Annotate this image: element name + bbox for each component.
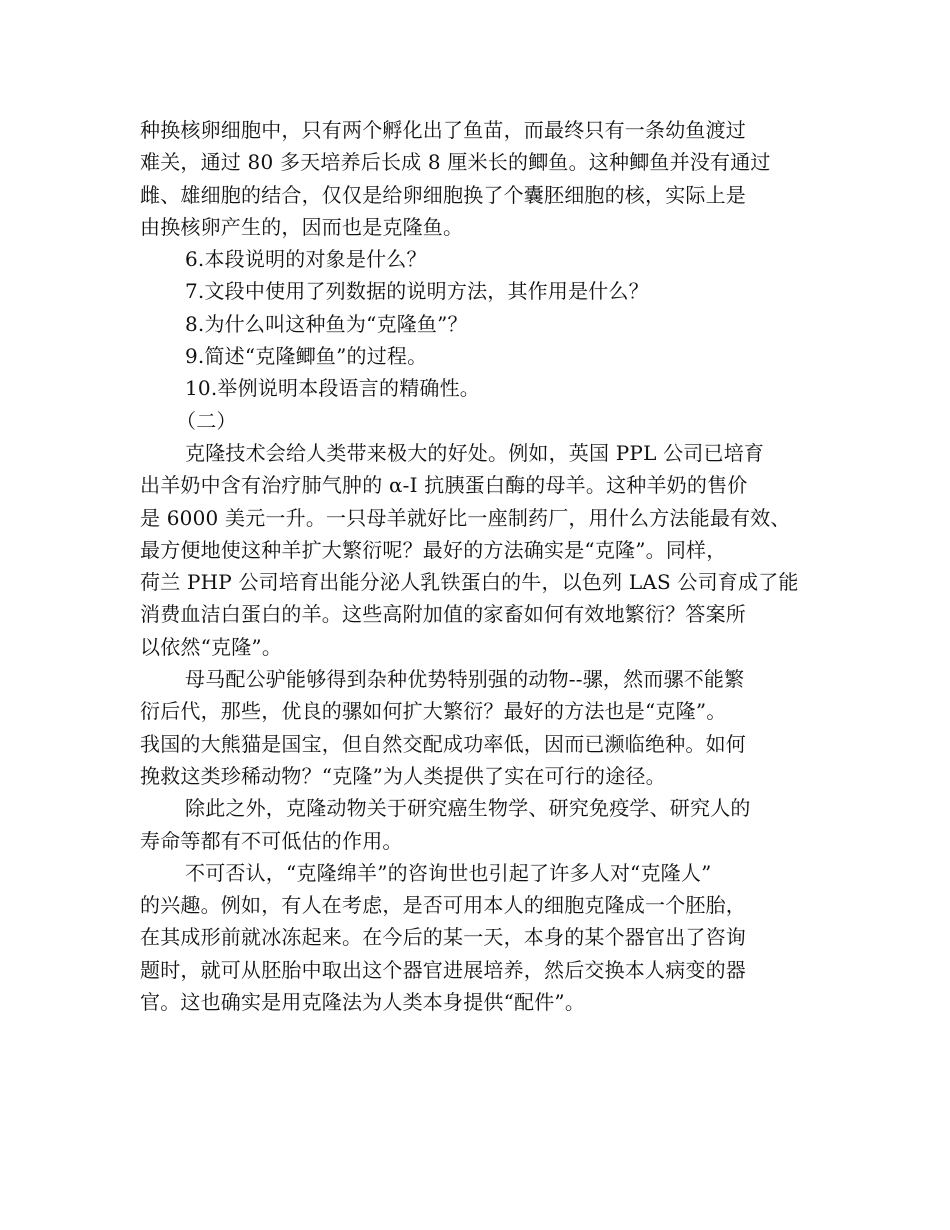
question-10: 10.举例说明本段语言的精确性。 [185, 376, 481, 401]
text-line: 不可否认，“克隆绵羊”的咨询世也引起了许多人对“克隆人” [185, 860, 712, 885]
text-line: 雌、雄细胞的结合，仅仅是给卵细胞换了个囊胚细胞的核，实际上是 [140, 182, 746, 207]
text-line: 的兴趣。例如，有人在考虑，是否可用本人的细胞克隆成一个胚胎， [140, 893, 746, 918]
text-line: 荷兰 PHP 公司培育出能分泌人乳铁蛋白的牛，以色列 LAS 公司育成了能 [140, 570, 799, 595]
text-line: 母马配公驴能够得到杂种优势特别强的动物--骡，然而骡不能繁 [185, 667, 745, 692]
paragraph-mule-panda [140, 663, 830, 792]
text-line: 由换核卵产生的，因而也是克隆鱼。 [140, 214, 464, 239]
question-7: 7.文段中使用了列数据的说明方法，其作用是什么？ [185, 279, 649, 304]
paragraph-cloned-fish [140, 114, 830, 243]
text-line: 是 6000 美元一升。一只母羊就好比一座制药厂，用什么方法能最有效、 [140, 505, 791, 530]
question-list [140, 243, 830, 404]
text-line: 寿命等都有不可低估的作用。 [140, 828, 403, 853]
text-line: 消费血洁白蛋白的羊。这些高附加值的家畜如何有效地繁衍？答案所 [140, 602, 746, 627]
paragraph-research-uses [140, 792, 830, 857]
question-9: 9.简述“克隆鲫鱼”的过程。 [185, 344, 428, 369]
text-line: 在其成形前就冰冻起来。在今后的某一天，本身的某个器官出了咨询 [140, 925, 746, 950]
text-line: 难关，通过 80 多天培养后长成 8 厘米长的鲫鱼。这种鲫鱼并没有通过 [140, 150, 771, 175]
text-line: 除此之外，克隆动物关于研究癌生物学、研究免疫学、研究人的 [185, 796, 751, 821]
text-line: 以依然“克隆”。 [140, 634, 283, 659]
text-line: 种换核卵细胞中，只有两个孵化出了鱼苗，而最终只有一条幼鱼渡过 [140, 118, 746, 142]
document-page [140, 114, 830, 1018]
paragraph-clone-benefits [140, 437, 830, 663]
text-line: 挽救这类珍稀动物？“克隆”为人类提供了实在可行的途径。 [140, 763, 666, 788]
text-line: 克隆技术会给人类带来极大的好处。例如，英国 PPL 公司已培育 [185, 440, 765, 465]
paragraph-human-clone [140, 857, 830, 1018]
text-line: 最方便地使这种羊扩大繁衍呢？最好的方法确实是“克隆”。同样， [140, 537, 727, 562]
section-heading: （二） [176, 408, 237, 433]
text-line: 出羊奶中含有治疗肺气肿的 α-I 抗胰蛋白酶的母羊。这种羊奶的售价 [140, 473, 748, 498]
text-line: 衍后代，那些，优良的骡如何扩大繁衍？最好的方法也是“克隆”。 [140, 699, 727, 724]
text-line: 题时，就可从胚胎中取出这个器官进展培养，然后交换本人病变的器 [140, 957, 746, 982]
question-8: 8.为什么叫这种鱼为“克隆鱼”？ [185, 311, 468, 336]
text-line: 官。这也确实是用克隆法为人类本身提供“配件”。 [140, 990, 586, 1015]
question-6: 6.本段说明的对象是什么？ [185, 247, 427, 272]
text-line: 我国的大熊猫是国宝，但自然交配成功率低，因而已濒临绝种。如何 [140, 731, 746, 756]
